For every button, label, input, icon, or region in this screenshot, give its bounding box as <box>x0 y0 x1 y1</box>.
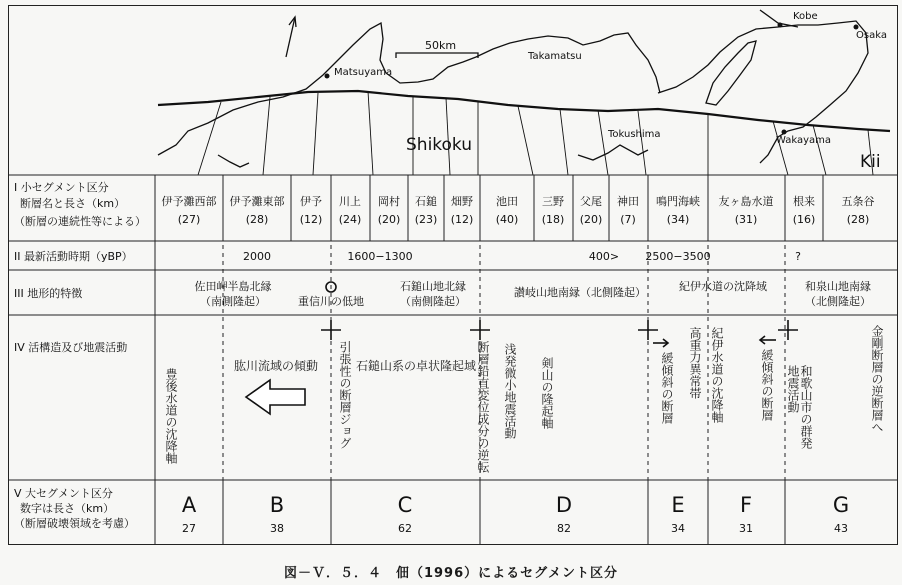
activity-text: 引張性の断層ジョグ <box>338 341 352 449</box>
terrain-text: 紀伊水道の沈降域 <box>679 280 767 293</box>
segment-length: (24) <box>338 213 362 226</box>
segment-length: (12) <box>450 213 474 226</box>
activity-text: 和歌山市の群発地震活動 <box>786 365 813 449</box>
tokushima-coast <box>578 145 648 160</box>
segment-length: (31) <box>734 213 758 226</box>
row3-label: III 地形的特徴 <box>14 287 83 300</box>
big-segment-length: 34 <box>671 522 685 535</box>
scale-bar <box>396 53 478 58</box>
terrain-text: 石鎚山地北縁 <box>400 280 466 293</box>
segment-name: 岡村 <box>378 195 400 208</box>
segment-name: 父尾 <box>580 195 602 208</box>
city-dot <box>325 74 330 79</box>
activity-text: 肱川流域の傾動 <box>234 359 319 373</box>
activity-time: 400> <box>588 250 620 263</box>
big-segment-letter: D <box>555 493 573 517</box>
segment-name: 畑野 <box>451 195 473 208</box>
city-osaka: Osaka <box>856 30 887 41</box>
row4-label: IV 活構造及び地震活動 <box>14 341 128 354</box>
activity-times <box>243 250 801 263</box>
row5-label: V 大セグメント区分 <box>14 487 113 500</box>
figure-caption: 図－Ｖ．５．４ 佃（1996）によるセグメント区分 <box>283 566 619 581</box>
activity-text: 金剛断層の逆断層へ <box>870 325 884 433</box>
big-segment-length: 82 <box>557 522 571 535</box>
city-kobe: Kobe <box>793 11 818 22</box>
segment-name: 伊予灘東部 <box>229 195 285 208</box>
segment-length: (16) <box>792 213 816 226</box>
row1-label-2: 断層名と長さ（km） <box>20 197 126 210</box>
segment-length: (20) <box>377 213 401 226</box>
big-segment-letter: A <box>181 493 197 517</box>
big-segment-length: 27 <box>182 522 196 535</box>
activity-text: 紀伊水道の沈降軸 <box>710 327 724 423</box>
segment-name: 三野 <box>542 195 564 208</box>
row2-label: II 最新活動時期（yBP） <box>14 250 133 263</box>
city-markers <box>325 23 859 135</box>
segment-length: (28) <box>245 213 269 226</box>
big-segment-length: 62 <box>398 522 412 535</box>
city-matsuyama: Matsuyama <box>334 67 393 78</box>
big-segment-letter: F <box>739 493 753 517</box>
city-wakayama: Wakayama <box>776 135 832 146</box>
terrain-text: 佐田岬半島北縁 <box>194 280 272 293</box>
label-kii: Kii <box>860 152 881 172</box>
segment-name: 鳴門海峡 <box>656 195 700 208</box>
big-segment-letter: B <box>269 493 285 517</box>
terrain-text: （南側隆起） <box>200 295 266 308</box>
city-dot <box>854 25 859 30</box>
terrain-text: （南側隆起） <box>400 295 466 308</box>
big-segment-letter: C <box>397 493 413 517</box>
segment-length: (20) <box>579 213 603 226</box>
activity-text: 緩傾斜の断層 <box>660 352 674 424</box>
city-dot <box>778 23 783 28</box>
activity-text: 緩傾斜の断層 <box>760 349 774 421</box>
city-dot <box>782 130 787 135</box>
activity-time: 2000 <box>243 250 271 263</box>
activity-text: 断層鉛直変位成分の逆転 <box>476 341 490 473</box>
segment-name: 五条谷 <box>841 195 875 208</box>
outer-border <box>9 6 898 545</box>
activity-text: 剣山の隆起軸 <box>540 357 554 429</box>
fault-segment-ticks <box>198 91 873 175</box>
activity-text: 石鎚山系の卓状隆起域 <box>356 359 477 373</box>
shikoku-spur <box>218 155 249 167</box>
big-segments <box>182 493 849 535</box>
kii-coastline <box>658 21 868 163</box>
segment-name: 伊予灘西部 <box>161 195 217 208</box>
terrain-text: 讃岐山地南縁（北側隆起） <box>514 286 646 299</box>
row1-label-3: （断層の連続性等による） <box>14 215 146 228</box>
awaji-island <box>706 41 756 105</box>
big-segment-letter: G <box>832 493 850 517</box>
city-tokushima: Tokushima <box>608 129 661 140</box>
segment-length: (28) <box>846 213 870 226</box>
row5-label-3: （断層破壊領域を考慮） <box>14 517 135 530</box>
small-segments <box>162 194 875 226</box>
terrain-text: 重信川の低地 <box>298 295 364 308</box>
segment-length: (40) <box>495 213 519 226</box>
segment-length: (18) <box>541 213 565 226</box>
city-takamatsu: Takamatsu <box>528 51 582 62</box>
activity-time: 1600−1300 <box>347 250 413 263</box>
segment-name: 石鎚 <box>415 195 437 208</box>
terrain-text: 和泉山地南縁 <box>805 280 871 293</box>
segment-length: (27) <box>177 213 201 226</box>
map-area <box>158 10 890 175</box>
activity-text: 浅発微小地震活動 <box>503 343 517 439</box>
segment-diagram <box>8 5 898 545</box>
segment-length: (7) <box>620 213 636 226</box>
segment-name: 神田 <box>617 195 639 208</box>
terrain-text: （北側隆起） <box>805 295 871 308</box>
row5-label-2: 数字は長さ（km） <box>20 502 115 515</box>
segment-length: (34) <box>666 213 690 226</box>
scale-label: 50km <box>425 39 457 52</box>
segment-name: 池田 <box>496 195 518 208</box>
segment-name: 伊予 <box>300 195 322 208</box>
activity-time: 2500−3500 <box>645 250 711 263</box>
activity-time: ? <box>795 250 801 263</box>
big-segment-length: 43 <box>834 522 848 535</box>
diagram-svg <box>8 5 898 545</box>
segment-length: (23) <box>414 213 438 226</box>
segment-name: 根来 <box>793 195 815 208</box>
big-segment-letter: E <box>671 493 685 517</box>
segment-length: (12) <box>299 213 323 226</box>
row1-label: I 小セグメント区分 <box>14 181 109 194</box>
activity-text: 豊後水道の沈降軸 <box>164 368 178 464</box>
label-shikoku: Shikoku <box>406 135 473 155</box>
segment-name: 友ヶ島水道 <box>718 195 774 208</box>
segment-name: 川上 <box>339 195 361 208</box>
big-segment-length: 38 <box>270 522 284 535</box>
big-segment-length: 31 <box>739 522 753 535</box>
terrain-features <box>195 279 872 308</box>
activity-text: 高重力異常帯 <box>688 327 702 399</box>
tilt-arrow-icon <box>246 380 305 414</box>
